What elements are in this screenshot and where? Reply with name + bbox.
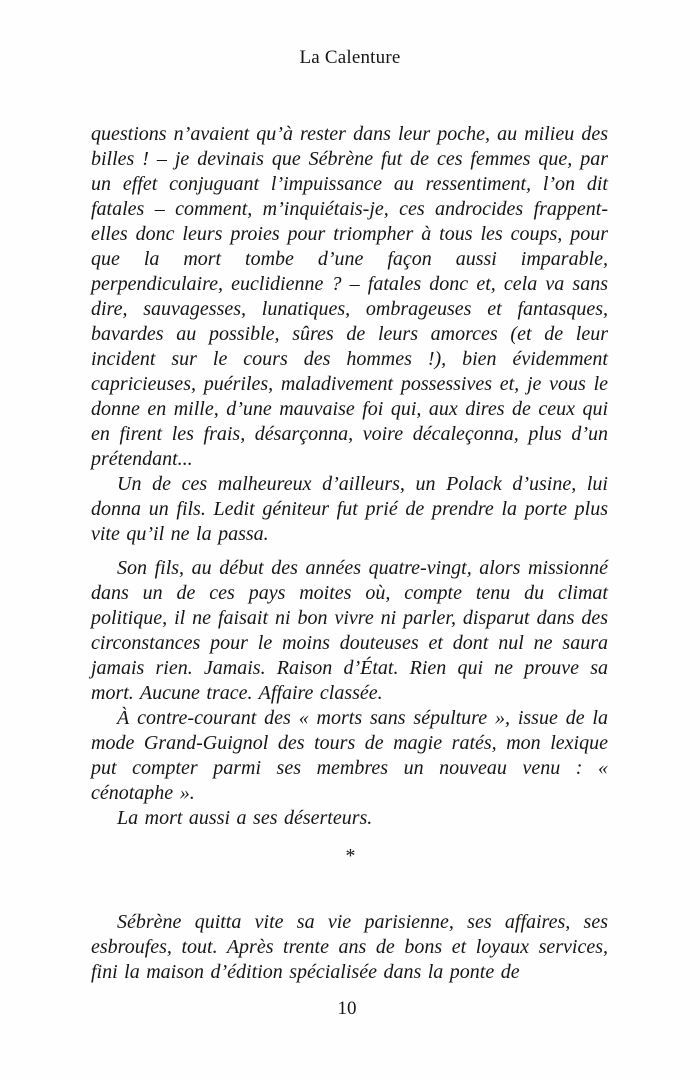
body-paragraph: Sébrène quitta vite sa vie parisienne, ses affaires, ses esbroufes, tout. Après trente ans de bons et loyaux services, fini la maison d’édition spécialisée dans la ponte de — [91, 911, 608, 983]
body-paragraph: Son fils, au début des années quatre-vingt, alors missionné dans un de ces pays moites où, compte tenu du climat politique, il ne faisait ni bon vivre ni parler, disparut dans des circonstances pour le moins douteuses et dont nul ne saura jamais rien. Jamais. Raison d’État. Rien qui ne prouve sa mort. Aucune trace. Affaire classée. — [91, 557, 608, 704]
body-paragraph: questions n’avaient qu’à rester dans leur poche, au milieu des billes ! – je devinais que Sébrène fut de ces femmes que, par un effet conjuguant l’impuissance au ressentiment, l’on dit fatales – comment, m’inquiétais-je, ces androcides frappent-elles donc leurs proies pour triompher à tous les coups, pour que la mort tombe d’une façon aussi imparable, perpendiculaire, euclidienne ? – fatales donc et, cela va sans dire, sauvagesses, lunatiques, ombrageuses et fantasques, bavardes au possible, sûres de leurs amorces (et de leur incident sur le cours des hommes !), bien évidemment capricieuses, puériles, maladivement possessives et, je vous le donne en mille, d’une mauvaise foi qui, aux dires de ceux qui en firent les frais, désarçonna, voire décaleçonna, plus d’un prétendant... — [91, 123, 608, 470]
page-number: 10 — [337, 998, 357, 1019]
body-text — [91, 122, 608, 985]
body-paragraph: La mort aussi a ses déserteurs. — [117, 807, 373, 829]
section-separator-asterisk: * — [344, 845, 355, 867]
running-header: La Calenture — [299, 47, 401, 68]
body-paragraph: Un de ces malheureux d’ailleurs, un Polack d’usine, lui donna un fils. Ledit géniteur fut prié de prendre la porte plus vite qu’il ne la passa. — [91, 473, 608, 545]
body-paragraph: À contre-courant des « morts sans sépulture », issue de la mode Grand-Guignol des tours de magie ratés, mon lexique put compter parmi ses membres un nouveau venu : « cénotaphe ». — [91, 707, 608, 804]
